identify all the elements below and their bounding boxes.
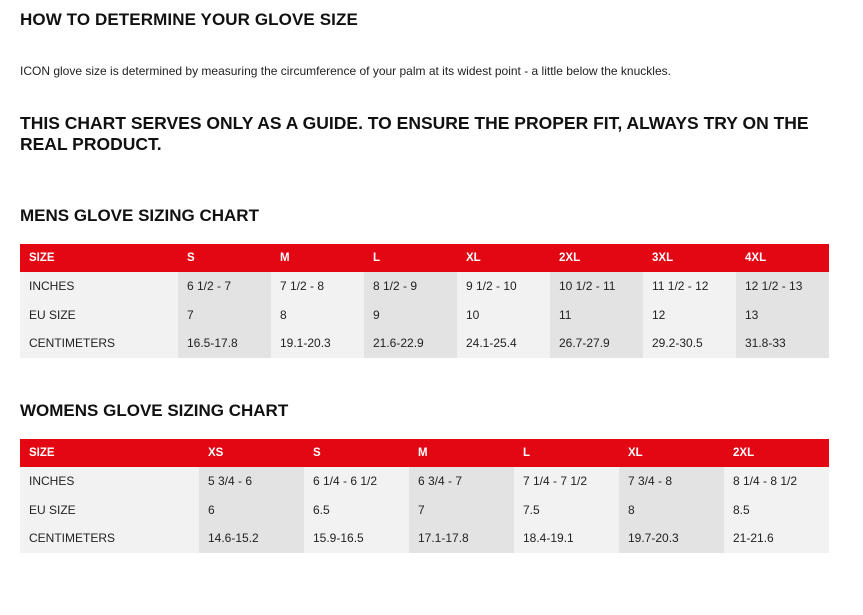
row-label: CENTIMETERS — [20, 524, 199, 553]
header-cell: 2XL — [550, 244, 643, 272]
table-cell: 8 1/2 - 9 — [364, 272, 457, 301]
header-cell: S — [178, 244, 271, 272]
mens-chart-title: MENS GLOVE SIZING CHART — [20, 206, 259, 225]
table-cell: 8.5 — [724, 496, 829, 525]
table-cell: 8 1/4 - 8 1/2 — [724, 467, 829, 496]
header-cell: SIZE — [20, 244, 178, 272]
table-cell: 14.6-15.2 — [199, 524, 304, 553]
header-cell: XL — [457, 244, 550, 272]
row-label: INCHES — [20, 272, 178, 301]
table-cell: 18.4-19.1 — [514, 524, 619, 553]
table-cell: 10 — [457, 301, 550, 330]
row-label: CENTIMETERS — [20, 329, 178, 358]
header-cell: M — [409, 439, 514, 467]
header-cell: L — [514, 439, 619, 467]
mens-sizing-table — [20, 244, 829, 358]
table-cell: 10 1/2 - 11 — [550, 272, 643, 301]
header-cell: XL — [619, 439, 724, 467]
table-cell: 15.9-16.5 — [304, 524, 409, 553]
table-row — [20, 467, 829, 496]
table-cell: 6 3/4 - 7 — [409, 467, 514, 496]
table-cell: 13 — [736, 301, 829, 330]
table-cell: 7 — [178, 301, 271, 330]
table-cell: 9 1/2 - 10 — [457, 272, 550, 301]
table-cell: 6.5 — [304, 496, 409, 525]
table-cell: 11 1/2 - 12 — [643, 272, 736, 301]
table-cell: 8 — [619, 496, 724, 525]
table-cell: 7 3/4 - 8 — [619, 467, 724, 496]
table-cell: 7 — [409, 496, 514, 525]
row-label: EU SIZE — [20, 496, 199, 525]
table-cell: 16.5-17.8 — [178, 329, 271, 358]
womens-chart-title: WOMENS GLOVE SIZING CHART — [20, 401, 289, 420]
table-cell: 9 — [364, 301, 457, 330]
header-cell: 2XL — [724, 439, 829, 467]
table-cell: 12 — [643, 301, 736, 330]
header-cell: S — [304, 439, 409, 467]
header-cell: XS — [199, 439, 304, 467]
table-cell: 17.1-17.8 — [409, 524, 514, 553]
table-row — [20, 524, 829, 553]
table-cell: 19.7-20.3 — [619, 524, 724, 553]
table-cell: 31.8-33 — [736, 329, 829, 358]
header-cell: 3XL — [643, 244, 736, 272]
table-cell: 26.7-27.9 — [550, 329, 643, 358]
table-cell: 7 1/2 - 8 — [271, 272, 364, 301]
table-cell: 24.1-25.4 — [457, 329, 550, 358]
table-cell: 6 — [199, 496, 304, 525]
row-label: INCHES — [20, 467, 199, 496]
table-cell: 21.6-22.9 — [364, 329, 457, 358]
table-cell: 6 1/2 - 7 — [178, 272, 271, 301]
table-row — [20, 272, 829, 301]
page-title: HOW TO DETERMINE YOUR GLOVE SIZE — [20, 10, 358, 29]
header-cell: SIZE — [20, 439, 199, 467]
table-cell: 11 — [550, 301, 643, 330]
table-cell: 7.5 — [514, 496, 619, 525]
guide-notice: THIS CHART SERVES ONLY AS A GUIDE. TO ENSURE THE PROPER FIT, ALWAYS TRY ON THE REAL PRODUCT. — [20, 113, 809, 154]
table-row — [20, 496, 829, 525]
header-cell: 4XL — [736, 244, 829, 272]
table-cell: 5 3/4 - 6 — [199, 467, 304, 496]
header-cell: M — [271, 244, 364, 272]
table-cell: 6 1/4 - 6 1/2 — [304, 467, 409, 496]
table-cell: 7 1/4 - 7 1/2 — [514, 467, 619, 496]
table-cell: 19.1-20.3 — [271, 329, 364, 358]
row-label: EU SIZE — [20, 301, 178, 330]
table-row — [20, 329, 829, 358]
table-cell: 29.2-30.5 — [643, 329, 736, 358]
header-cell: L — [364, 244, 457, 272]
womens-sizing-table — [20, 439, 829, 553]
table-cell: 8 — [271, 301, 364, 330]
table-cell: 12 1/2 - 13 — [736, 272, 829, 301]
table-row — [20, 301, 829, 330]
intro-text: ICON glove size is determined by measuring the circumference of your palm at its widest point - a little below the knuckles. — [20, 64, 671, 78]
table-cell: 21-21.6 — [724, 524, 829, 553]
table-header-row — [20, 439, 829, 467]
table-header-row — [20, 244, 829, 272]
